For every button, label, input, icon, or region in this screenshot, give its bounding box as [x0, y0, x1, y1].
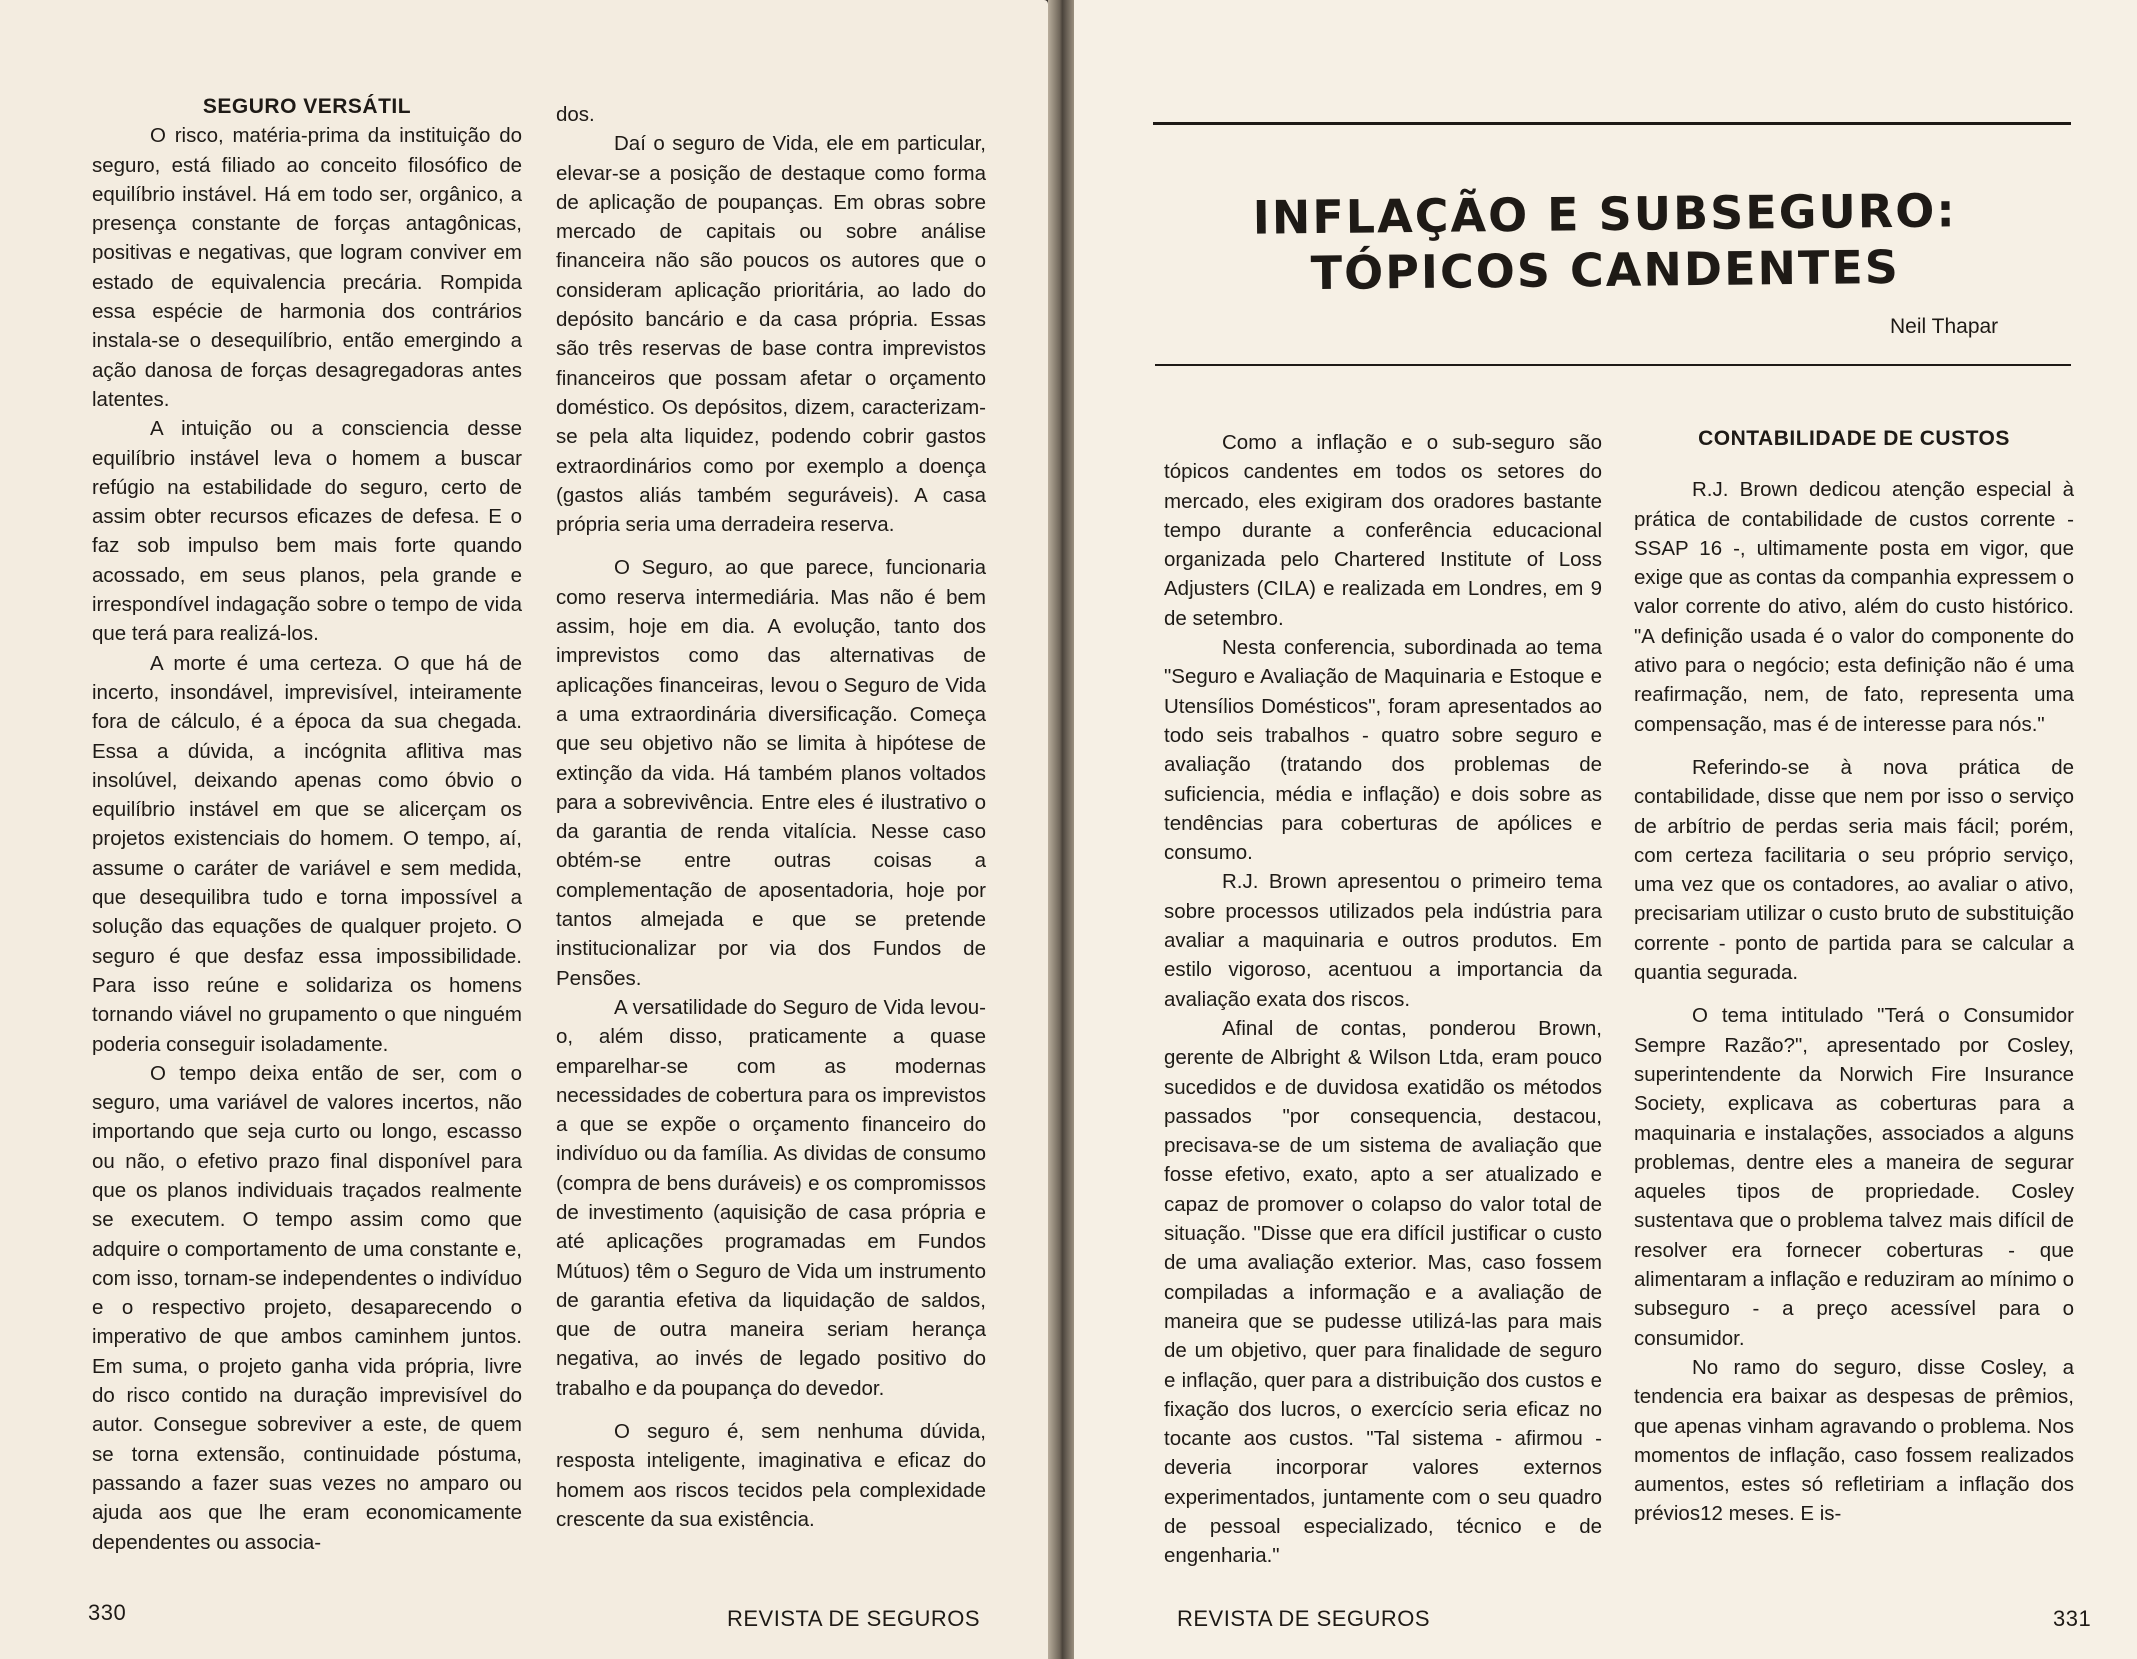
paragraph: Daí o seguro de Vida, ele em particular, elevar-se a posição de destaque como forma de aplicação de poupanças. Em obras sobre mercado de capitais ou sobre análise financeira não são poucos os autores que o consideram aplicação prioritária, ao lado do depósito bancário e da casa própria. Essas são três reservas de base contra imprevistos financeiros que possam afetar o orçamento doméstico. Os depósitos, dizem, caracterizam-se pela alta liquidez, podendo cobrir gastos extraordinários como por exemplo a doença (gastos aliás também seguráveis). A casa própria seria uma derradeira reserva. [556, 132, 986, 537]
top-rule [1153, 122, 2071, 125]
paragraph: R.J. Brown apresentou o primeiro tema sobre processos utilizados pela indústria para avaliar a maquinaria e outros produtos. Em estilo vigoroso, acentuou a importancia da avaliação exata dos riscos. [1164, 870, 1602, 1011]
section-heading: CONTABILIDADE DE CUSTOS [1698, 427, 2010, 450]
footer-magazine-name: REVISTA DE SEGUROS [727, 1606, 981, 1631]
footer-magazine-name: REVISTA DE SEGUROS [1177, 1606, 1431, 1631]
paragraph: R.J. Brown dedicou atenção especial à prática de contabilidade de custos corrente - SSAP 16 -, ultimamente posta em vigor, que exige que as contas da companhia expressem o valor corrente do ativo, além do custo histórico. "A definição usada é o valor do componente do ativo para o negócio; esta definição não é uma reafirmação, nem, de fato, representa uma compensação, mas é de interesse para nós." [1634, 478, 2074, 736]
paragraph: Como a inflação e o sub-seguro são tópicos candentes em todos os setores do mercado, eles exigiram dos oradores bastante tempo durante a conferência educacional organizada pelo Chartered Institute of Loss Adjusters (CILA) e realizada em Londres, em 9 de setembro. [1164, 431, 1602, 630]
page-number: 331 [2053, 1606, 2092, 1631]
author-name: Neil Thapar [1890, 315, 1999, 338]
paragraph: A morte é uma certeza. O que há de incerto, insondável, imprevisível, inteiramente fora de cálculo, é a época da sua chegada. Essa a dúvida, a incógnita aflitiva mas insolúvel, deixando apenas como óbvio o equilíbrio instável em que se alicerçam os projetos existenciais do homem. O tempo, aí, assume o caráter de variável e sem medida, que desequilibra tudo e torna impossível a solução das equações de qualquer projeto. O seguro é que desfaz essa impossibilidade. Para isso reúne e solidariza os homens tornando viável no grupamento o que ninguém poderia conseguir isoladamente. [92, 651, 522, 1056]
right-column-1 [1164, 428, 1602, 1571]
paragraph: Nesta conferencia, subordinada ao tema "Seguro e Avaliação de Maquinaria e Estoque e Utensílios Domésticos", foram apresentados ao todo seis trabalhos - quatro sobre seguro e avaliação (tratando dos problemas de suficiencia, média e inflação) e dois sobre as tendências para coberturas de apólices e consumo. [1164, 636, 1602, 865]
title-line-2: TÓPICOS CANDENTES [1310, 239, 1901, 301]
paragraph: O risco, matéria-prima da instituição do seguro, está filiado ao conceito filosófico de equilíbrio instável. Há em todo ser, orgânico, a presença constante de forças antagônicas, positivas e negativas, que logram conviver em estado de equivalencia precária. Rompida essa espécie de harmonia dos contrários instala-se o desequilíbrio, então emergindo a ação danosa de forças desagregadoras antes latentes. [92, 124, 522, 411]
paragraph: dos. [556, 103, 595, 126]
article-title [1159, 181, 2050, 302]
paragraph: O seguro é, sem nenhuma dúvida, resposta inteligente, imaginativa e eficaz do homem aos riscos tecidos pela complexidade crescente da sua existência. [556, 1420, 986, 1531]
paragraph: O Seguro, ao que parece, funcionaria como reserva intermediária. Mas não é bem assim, hoje em dia. A evolução, tanto dos imprevistos como das alternativas de aplicações financeiras, levou o Seguro de Vida a uma extraordinária diversificação. Começa que seu objetivo não se limita à hipótese de extinção da vida. Há também planos voltados para a sobrevivência. Entre eles é ilustrativo o da garantia de renda vitalícia. Nesse caso obtém-se entre outras coisas a complementação de aposentadoria, hoje por tantos almejada e que se pretende institucionalizar por via dos Fundos de Pensões. [556, 556, 986, 990]
paragraph: No ramo do seguro, disse Cosley, a tendencia era baixar as despesas de prêmios, que apenas vinham agravando o problema. Nos momentos de inflação, caso fossem realizados aumentos, estes só refletiriam a inflação dos prévios12 meses. E is- [1634, 1355, 2074, 1526]
paragraph: A intuição ou a consciencia desse equilíbrio instável leva o homem a buscar refúgio na estabilidade do seguro, certo de assim obter recursos eficazes de defesa. E o faz sob impulso bem mais forte quando acossado, em seus planos, pela grande e irrespondível indagação sobre o tempo de vida que terá para realizá-los. [92, 417, 522, 646]
section-heading: SEGURO VERSÁTIL [202, 95, 412, 118]
bottom-rule [1155, 364, 2071, 366]
page-number: 330 [88, 1600, 127, 1625]
paragraph: A versatilidade do Seguro de Vida levou-o, além disso, praticamente a quase emparelhar-se com as modernas necessidades de cobertura para os imprevistos a que se expõe o orçamento financeiro do indivíduo ou da família. As dividas de consumo (compra de bens duráveis) e os compromissos de investimento (aquisição de casa própria e até aplicações programadas em Fundos Mútuos) têm o Seguro de Vida um instrumento de garantia efetiva da liquidação de saldos, que de outra maneira seriam herança negativa, ao invés de legado positivo do trabalho e da poupança do devedor. [556, 995, 986, 1400]
right-column-2 [1634, 424, 2074, 1529]
paragraph: Referindo-se à nova prática de contabilidade, disse que nem por isso o serviço de arbítrio de perdas seria mais fácil; porém, com certeza facilitaria o seu próprio serviço, uma vez que os contadores, ao avaliar o ativo, precisariam utilizar o custo bruto de substituição corrente - ponto de partida para se calcular a quantia segurada. [1634, 755, 2074, 985]
paragraph: O tempo deixa então de ser, com o seguro, uma variável de valores incertos, não importando que seja curto ou longo, escasso ou não, o efetivo prazo final disponível para que os planos individuais traçados realmente se executem. O tempo assim como que adquire o comportamento de uma constante e, com isso, tornam-se independentes o indivíduo e o respectivo projeto, desaparecendo o imperativo de que ambos caminhem juntos. Em suma, o projeto ganha vida própria, livre do risco contido na duração imprevisível do autor. Consegue sobreviver a este, de quem se torna extensão, continuidade póstuma, passando a fazer suas vezes no amparo ou ajuda aos que lhe eram economicamente dependentes ou associa- [92, 1061, 522, 1554]
title-line-1: INFLAÇÃO E SUBSEGURO: [1252, 183, 1957, 245]
paragraph: Afinal de contas, ponderou Brown, gerente de Albright & Wilson Ltda, eram pouco sucedidos e de duvidosa exatidão os métodos passados "por consequencia, destacou, precisava-se de um sistema de avaliação que fosse efetivo, exato, apto a ser atualizado e capaz de promover o colapso do valor total de situação. "Disse que era difícil justificar o custo de uma avaliação exterior. Mas, caso fossem compiladas a informação e a avaliação de maneira que se pudesse utilizá-las para mais de um objetivo, quer para finalidade de seguro e inflação, quer para a distribuição dos custos e fixação dos lucros, o exercício seria eficaz no tocante aos custos. "Tal sistema - afirmou - deveria incorporar valores externos experimentados, juntamente com o seu quadro de pessoal especializado, técnico e de engenharia." [1164, 1016, 1602, 1568]
paragraph: O tema intitulado "Terá o Consumidor Sempre Razão?", apresentado por Cosley, superintendente da Norwich Fire Insurance Society, explicava as coberturas para a maquinaria e instalações, associados a alguns problemas, dentre eles a maneira de segurar aqueles tipos de propriedade. Cosley sustentava que o problema talvez mais difícil de resolver era fornecer coberturas - que alimentaram a inflação e reduziram ao mínimo o subseguro - a preço acessível para o consumidor. [1634, 1004, 2074, 1350]
